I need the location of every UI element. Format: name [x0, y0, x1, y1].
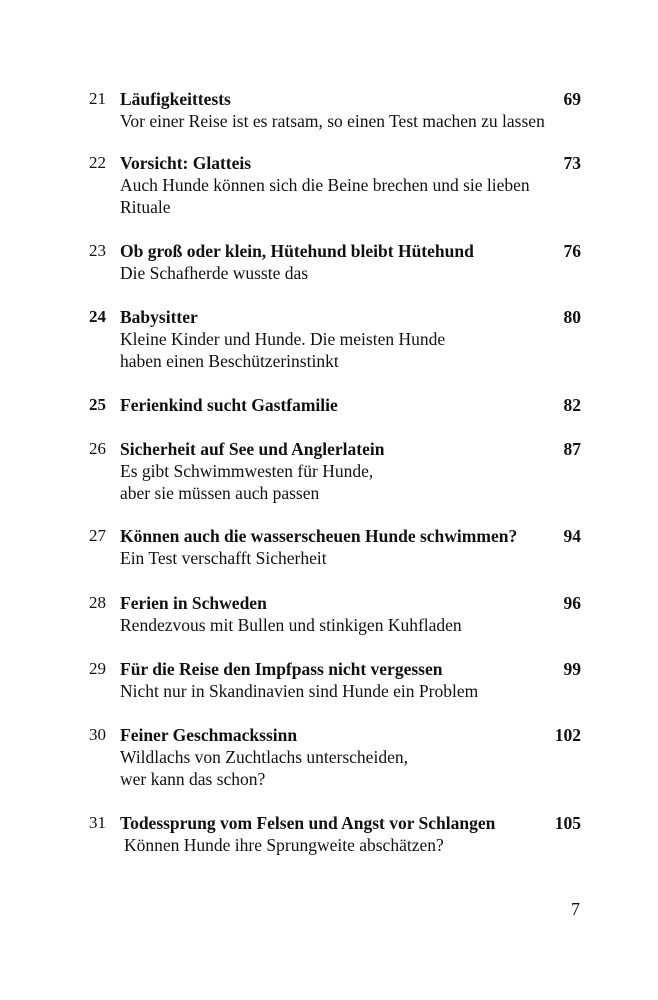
page-number: 94: [563, 526, 581, 546]
page-number: 76: [563, 241, 581, 261]
chapter-number: 27: [89, 526, 106, 545]
chapter-title: Ob groß oder klein, Hütehund bleibt Hütehund: [120, 241, 474, 261]
chapter-number: 21: [89, 89, 106, 108]
chapter-subtitle: Es gibt Schwimmwesten für Hunde, aber sie müssen auch passen: [120, 461, 374, 503]
page-number: 96: [563, 593, 581, 613]
chapter-title: Feiner Geschmackssinn: [120, 725, 298, 745]
chapter-title: Todessprung vom Felsen und Angst vor Schlangen: [120, 813, 496, 833]
page-number: 99: [563, 659, 581, 679]
chapter-number: 24: [89, 307, 106, 326]
folio-page-number: 7: [571, 899, 580, 919]
chapter-title: Ferien in Schweden: [120, 593, 267, 613]
chapter-title: Ferienkind sucht Gastfamilie: [120, 395, 338, 415]
page-number: 69: [563, 89, 581, 109]
chapter-title: Für die Reise den Impfpass nicht vergessen: [120, 659, 443, 679]
chapter-title: Können auch die wasserscheuen Hunde schwimmen?: [120, 526, 518, 546]
chapter-title: Vorsicht: Glatteis: [120, 153, 252, 173]
page-number: 80: [563, 307, 581, 327]
chapter-subtitle: Vor einer Reise ist es ratsam, so einen Test machen zu lassen: [120, 111, 545, 131]
page-number: 105: [554, 813, 581, 833]
page-number: 87: [563, 439, 581, 459]
chapter-number: 25: [89, 395, 106, 414]
chapter-number: 30: [89, 725, 106, 744]
chapter-number: 28: [89, 593, 106, 612]
chapter-title: Läufigkeittests: [120, 89, 231, 109]
chapter-subtitle: Nicht nur in Skandinavien sind Hunde ein Problem: [120, 681, 479, 701]
chapter-number: 29: [89, 659, 106, 678]
chapter-subtitle: Wildlachs von Zuchtlachs unterscheiden, wer kann das schon?: [120, 747, 408, 789]
chapter-subtitle: Ein Test verschafft Sicherheit: [120, 548, 327, 568]
chapter-title: Babysitter: [120, 307, 198, 327]
chapter-subtitle: Können Hunde ihre Sprungweite abschätzen?: [124, 835, 444, 855]
chapter-number: 23: [89, 241, 106, 260]
chapter-subtitle: Kleine Kinder und Hunde. Die meisten Hunde haben einen Beschützerinstinkt: [120, 329, 446, 371]
chapter-number: 26: [89, 439, 106, 458]
chapter-title: Sicherheit auf See und Anglerlatein: [120, 439, 385, 459]
chapter-subtitle: Auch Hunde können sich die Beine brechen und sie lieben Rituale: [120, 175, 530, 217]
chapter-subtitle: Die Schafherde wusste das: [120, 263, 309, 283]
chapter-number: 31: [89, 813, 106, 832]
chapter-number: 22: [89, 153, 106, 172]
page-number: 73: [563, 153, 581, 173]
chapter-subtitle: Rendezvous mit Bullen und stinkigen Kuhfladen: [120, 615, 462, 635]
page-number: 82: [563, 395, 581, 415]
page-number: 102: [554, 725, 581, 745]
